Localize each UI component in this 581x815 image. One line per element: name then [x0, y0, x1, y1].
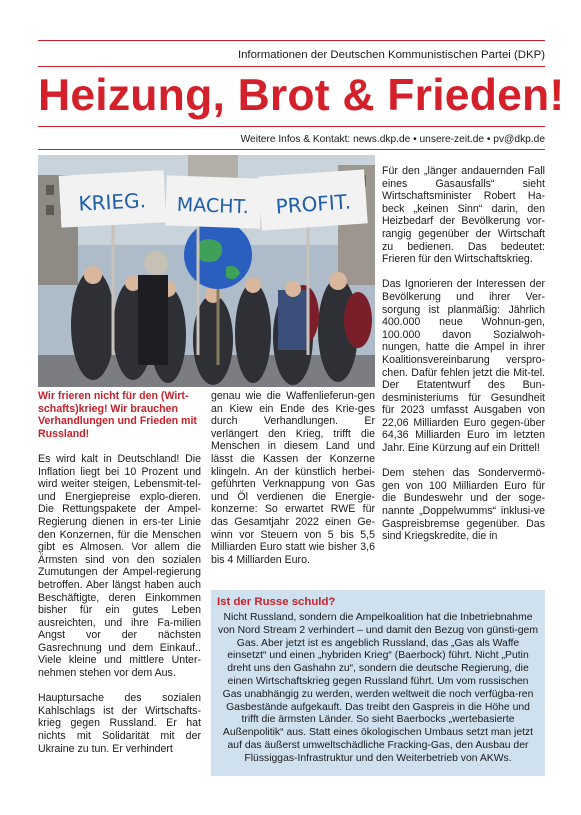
article-paragraph: Für den „länger andauernden Fall eines Gasausfalls“ sieht Wirtschaftsminister Robert Ha-beck „keinen Sinn“ darin, den Heizbedarf der Bevölkerung vor-rangig gegenüber der Wirtschaft zu bedienen. Das bedeutet: Frieren für den Wirtschaftskrieg. [382, 165, 545, 266]
article-paragraph: Dem stehen das Sondervermö-gen von 100 Milliarden Euro für die Bundeswehr und der soge-nannte „Doppelwumms“ inklusi-ve Gaspreisbremse gegenüber. Das sind Kriegskredite, die in [382, 467, 545, 543]
info-box [211, 590, 545, 776]
top-rule [38, 40, 545, 41]
banner-word-3: PROFIT. [274, 189, 352, 219]
article-column-1 [38, 390, 201, 755]
article-paragraph: Das Ignorieren der Interessen der Bevölkerung und ihrer Ver-sorgung ist planmäßig: Jährlich 400.000 neue Wohnun-gen, 100.000 davon Sozialwoh-nungen, hatte die Ampel in ihrer Koalitionsvereinbarung verspro-chen. Dafür fehlen jetzt die Mit-tel. Der Etatentwurf des Bun-desministeriums für Gesundheit für 2023 umfasst Ausgaben von 22,06 Milliarden Euro gegen-über 64,36 Milliarden Euro im letzten Jahr. Eine Kürzung auf ein Drittel! [382, 278, 545, 455]
article-column-3 [382, 165, 545, 543]
article-paragraph: Hauptursache des sozialen Kahlschlags ist der Wirtschafts-krieg gegen Russland. Er hat nichts mit Solidarität mit der Ukraine zu tun. Er verhindert [38, 692, 201, 755]
protest-illustration [38, 155, 375, 387]
info-box-title: Ist der Russe schuld? [217, 596, 336, 608]
contact-rule [38, 149, 545, 150]
article-paragraph: Es wird kalt in Deutschland! Die Inflation liegt bei 10 Prozent und wird weiter steigen, Lebensmit-tel- und Energiepreise explo-dieren. Die Rettungspakete der Ampel-Regierung dienen in ers-ter Linie den Konzernen, für die Menschen gibt es Almosen. Vor allem die Ärmsten sind von den sozialen Zumutungen der Ampel-regierung betroffen. Aber längst haben auch Beschäftigte, deren Einkommen bisher für ein gutes Leben ausreichten, und ihre Fa-milien Angst vor der nächsten Gasrechnung und dem Einkauf.. Viele kleine und mittlere Unter-nehmen stehen vor dem Aus. [38, 452, 201, 680]
contact-line: Weitere Infos & Kontakt: news.dkp.de • unsere-zeit.de • pv@dkp.de [240, 134, 545, 145]
info-box-text: Nicht Russland, sondern die Ampelkoalition hat die Inbetriebnahme von Nord Stream 2 verhindert – und damit den Bezug von günsti-gem Gas. Aber jetzt ist es angeblich Russland, das „Gas als Waffe einsetzt“ und einen „hybriden Krieg“ (Baerbock) führt. Nicht „Putin dreht uns den Gashahn zu“, sondern die deutsche Regierung, die einen Wirtschaftskrieg gegen Russland führt. Um vom russischen Gas unabhängig zu werden, werden weltweit die noch verfügba-ren Gasbestände aufgekauft. Das treibt den Gaspreis in die Höhe und trifft die ärmsten Länder. So sieht Baerbocks „wertebasierte Außenpolitik“ aus. Statt eines ökologischen Umbaus setzt man jetzt auf das äußerst umweltschädliche Fracking-Gas, den Ausbau der Flüssiggas-Infrastruktur und den Weiterbetrieb von AKWs. [218, 612, 538, 764]
banner-word-1: KRIEG. [77, 188, 147, 216]
article-paragraph: genau wie die Waffenlieferun-gen an Kiew ein Ende des Krie-ges durch Verhandlungen. Er verlängert den Krieg, trifft die Menschen in diesem Land und lässt die Kassen der Konzerne klingeln. An der künstlich herbei-geführten Verknappung von Gas und Öl verdienen die Energie-konzerne: So erwartet RWE für das Gesamtjahr 2022 einen Ge-winn vor Steuern von 5 bis 5,5 Milliarden Euro statt wie bisher 3,6 bis 4 Milliarden Euro. [211, 390, 375, 566]
org-rule [38, 66, 545, 67]
org-line: Informationen der Deutschen Kommunistischen Partei (DKP) [237, 49, 545, 61]
page-title: Heizung, Brot & Frieden! [38, 71, 565, 120]
banner-word-2: MACHT. [176, 193, 250, 219]
photo-credit: Foto: Bernd Vogl [78, 410, 84, 455]
photo-caption: Wir frieren nicht für den (Wirt-schafts)krieg! Wir brauchen Verhandlungen und Frieden mit Russland! [38, 390, 197, 440]
article-column-2 [211, 390, 375, 566]
headline-rule [38, 126, 545, 127]
